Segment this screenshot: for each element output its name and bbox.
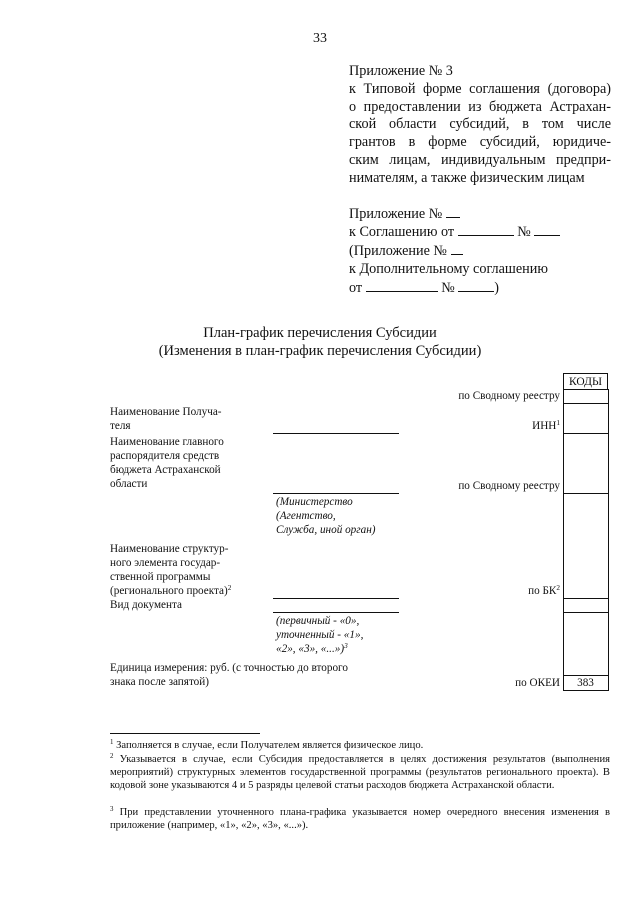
code-cell-divider <box>563 598 609 599</box>
appendix-line: грантов в форме субсидий, юридиче- <box>349 134 611 151</box>
code-cell-divider <box>563 403 609 404</box>
blank-field[interactable] <box>534 223 560 236</box>
footnote-1 <box>110 739 610 752</box>
codes-header: КОДЫ <box>563 373 608 390</box>
footnote-mark: 1 <box>110 739 114 747</box>
blank-field[interactable] <box>458 279 494 292</box>
document-title <box>0 324 640 360</box>
appendix-title: Приложение № 3 <box>349 63 453 79</box>
okei-label: по ОКЕИ <box>515 677 560 689</box>
ref-label: Приложение № <box>349 205 443 222</box>
appendix-line: о предоставлении из бюджета Астрахан- <box>349 98 611 115</box>
footnote-text: При представлении уточненного плана-графика указывается номер очередного внесения изменения в приложение (например, «1», «2», «3», «...»). <box>110 807 610 832</box>
footnote-text: Заполняется в случае, если Получателем является физическое лицо. <box>116 740 424 751</box>
footnote-ref: 1 <box>556 419 560 427</box>
code-cell-divider <box>563 493 609 494</box>
register-label-2: по Сводному реестру <box>458 480 560 492</box>
ref-label: ) <box>494 279 500 296</box>
agreement-ref <box>349 242 611 261</box>
unit-label: Единица измерения: руб. (с точностью до второго знака после запятой) <box>110 662 348 688</box>
code-cell-divider <box>563 690 609 691</box>
page-number: 33 <box>313 31 327 46</box>
doc-type-field-line[interactable] <box>273 612 399 613</box>
structural-element-text: Наименование структур- ного элемента государ- ственной программы (регионального проекта) <box>110 543 229 597</box>
footnote-mark: 2 <box>110 753 114 761</box>
structural-element-field-line[interactable] <box>273 598 399 599</box>
code-cell-divider <box>563 433 609 434</box>
ref-label: № <box>441 279 455 296</box>
ministry-hint: (Министерство (Агентство, Служба, иной орган) <box>276 496 376 536</box>
blank-field[interactable] <box>446 205 460 218</box>
manager-label: Наименование главного распорядителя средств бюджета Астраханской области <box>110 436 224 490</box>
doc-type-hint-text: (первичный - «0», уточненный - «1», «2», «3», «...») <box>276 615 364 655</box>
appendix-line: ским лицам, индивидуальным предпри- <box>349 151 611 168</box>
okei-code: 383 <box>577 677 594 689</box>
agreement-ref <box>349 205 611 224</box>
title-line-1: План-график перечисления Субсидии <box>203 325 437 341</box>
footnote-3 <box>110 806 610 832</box>
ref-label: от <box>349 279 363 296</box>
ref-label: к Соглашению от <box>349 224 455 241</box>
structural-element-label <box>110 542 252 598</box>
footnote-ref: 3 <box>344 642 348 650</box>
footnote-mark: 3 <box>110 806 114 814</box>
bk-text: по БК <box>528 585 557 597</box>
inn-label <box>440 419 560 433</box>
manager-field-line[interactable] <box>273 493 399 494</box>
footnote-ref: 2 <box>227 584 232 592</box>
doc-type-hint <box>276 614 406 656</box>
title-line-2: (Изменения в план-график перечисления Субсидии) <box>158 343 482 359</box>
appendix-header <box>349 63 611 298</box>
footnote-2 <box>110 753 610 793</box>
register-label-1: по Сводному реестру <box>458 390 560 402</box>
blank-field[interactable] <box>366 279 438 292</box>
agreement-ref: к Дополнительному соглашению <box>349 260 548 277</box>
code-cell-divider <box>563 612 609 613</box>
appendix-line: нимателям, а также физическим лицам <box>349 169 585 186</box>
agreement-ref <box>349 223 611 242</box>
bk-label <box>440 584 560 598</box>
footnote-separator <box>110 733 260 734</box>
recipient-field-line[interactable] <box>273 433 399 434</box>
recipient-label: Наименование Получа- теля <box>110 406 222 432</box>
footnote-ref: 2 <box>556 584 560 592</box>
inn-text: ИНН <box>532 420 557 432</box>
blank-field[interactable] <box>451 242 463 255</box>
ref-label: (Приложение № <box>349 243 447 260</box>
blank-field[interactable] <box>458 223 514 236</box>
ref-label: № <box>517 224 531 241</box>
agreement-ref <box>349 279 611 298</box>
appendix-line: ской области субсидий, в том числе <box>349 116 611 133</box>
codes-column-left-border <box>563 389 564 691</box>
codes-column-right-border <box>608 389 609 691</box>
footnote-text: Указывается в случае, если Субсидия предоставляется в целях достижения результатов (выполнения мероприятий) структурных элементов государственной программы (результатов регионального проекта). В кодовой зоне указываются 4 и 5 разряды целевой статьи расходов бюджета Астраханской области. <box>110 754 610 792</box>
appendix-line: к Типовой форме соглашения (договора) <box>349 80 611 97</box>
doc-type-label: Вид документа <box>110 599 182 611</box>
